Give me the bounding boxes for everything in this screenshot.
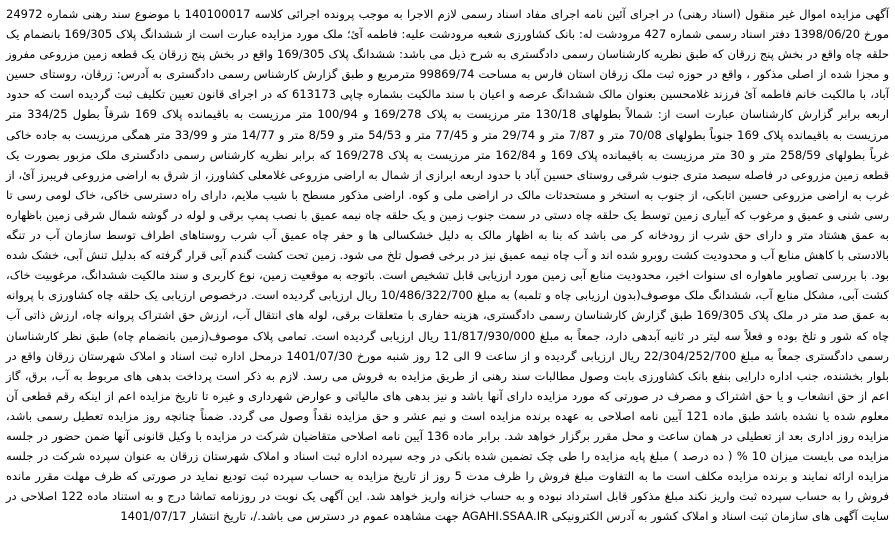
auction-notice-text: آگهی مزایده اموال غیر منقول (اسناد رهنی) در اجرای آئین نامه اجرای مفاد اسناد رسمی لازم الاجرا به موجب پرونده اجرائی کلاسه 140100017 با موضوع سند رهنی شماره 24972 مورخ 1398/06/20 دفتر اسناد رسمی شماره 427 مرودشت له: بانک کشاورزی شعبه مرودشت علیه: فاطمه آئ؛ ملک مورد مزایده عبارت است از ششدانگ پلاک 169/305 بانضمام یک حلقه چاه واقع در بخش پنج زرقان که طبق نظریه کارشناسان رسمی دادگستری به شرح ذیل می باشد: ششدانگ پلاک 169/305 واقع در بخش پنج زرقان یک قطعه زمین مزروعی مفروز و مجزا شده از اصلی مذکور ، واقع در حوزه ثبت ملک زرقان استان فارس به مساحت 99869/74 مترمربع و طبق گزارش کارشناس رسمی دادگستری به آدرس: زرقان، روستای حسین آباد، با مالکیت خانم فاطمه آئ فرزند غلامحسین بعنوان مالک ششدانگ عرصه و اعیان با سند مالکیت بشماره چاپی 613173 که در اجرای قانون تعیین تکلیف ثبت گردیده است که حدود اربعه برابر گزارش کارشناسان عبارت است از: شمالاً بطولهای 130/18 متر مرزیست به پلاک 169/278 و 100/94 متر مرزیست به باقیمانده پلاک 169 شرقاً بطول 334/25 متر مرزیست به باقیمانده پلاک 169 جنوباً بطولهای 70/08 متر و 7/87 متر و 29/74 متر و 77/45 متر و 54/53 متر و 8/59 متر و 14/77 متر و 33/99 متر همگی مرزیست به جاده خاکی غرباً بطولهای 258/59 متر و 30 متر مرزیست به باقیمانده پلاک 169 و 162/84 متر مرزیست به پلاک 169/278 که برابر نظریه کارشناس رسمی دادگستری ملک مزبور بصورت یک قطعه زمین مزروعی در فاصله سیصد متری جنوب شرقی روستای حسین آباد با حدود اربعه ابرازی از شمال به اراضی مزروعی غلامعلی کشاورز، از شرق به اراضی مزروعی فریبرز آئ، از غرب به اراضی مزروعی حسین اتابکی، از جنوب به استخر و مستحدثات مالک در اراضی ملی و کوه. اراضی مذکور مسطح با شیب ملایم، دارای راه دسترسی خاکی، خاک لومی رسی تا رسی شنی و عمیق و مرغوب که آبیاری زمین توسط یک حلقه چاه دستی در سمت جنوب زمین و یک حلقه چاه نیمه عمیق با نصب پمپ برقی و لوله در گوشه شمال شرقی زمین باظهاره به عمق هشتاد متر و دارای حق شرب از رودخانه کر می باشد که بنا به اظهار مالک به دلیل خشکسالی ها و حفر چاه عمیق آب شرب روستاهای اطراف توسط سازمان آب در تنگه بالادستی با کاهش منابع آب و محدودیت کشت روبرو شده اند و آب چاه نیمه عمیق نیز در برخی فصول تلخ می شود. زمین تحت کشت گندم آبی قرار گرفته که بدلیل تنش آبی، خشک شده بود. با بررسی تصاویر ماهواره ای سنوات اخیر، محدودیت منابع آبی زمین مورد ارزیابی قابل تشخیص است. باتوجه به موقعیت زمین، نوع کاربری و سند مالکیت ششدانگ، مرغوبیت خاک، کشت آبی، مشکل منابع آب، ششدانگ ملک موصوف(بدون ارزیابی چاه و تلمبه) به مبلغ 10/486/322/700 ریال ارزیابی گردیده است. درخصوص ارزیابی یک حلقه چاه کشاورزی با پروانه به عمق صد متر در ملک پلاک 169/305 طبق گزارش کارشناسان رسمی دادگستری، هزینه حفاری با متعلقات برقی، لوله های انتقال آب، ارزش حق اشتراک پروانه چاه، ارزش ذاتی آب چاه که شور و تلخ بوده و فعلاً سه لیتر در ثانیه آبدهی دارد، جمعاً به مبلغ 11/817/930/000 ریال ارزیابی گردیده است. تمامی پلاک موصوف(زمین بانضمام چاه) طبق نظر کارشناسان رسمی دادگستری جمعاً به مبلغ 22/304/252/700 ریال ارزیابی گردیده و از ساعت 9 الی 12 روز شنبه مورخ 1401/07/30 درمحل اداره ثبت اسناد و املاک شهرستان زرقان واقع در بلوار بخشنده، جنب اداره دارایی بنفع بانک کشاورزی بابت وصول مطالبات سند رهنی از طریق مزایده به فروش می رسد. لازم به ذکر است پرداخت بدهی های مربوط به آب، برق، گاز اعم از حق انشعاب و یا حق اشتراک و مصرف در صورتی که مورد مزایده دارای آنها باشد و نیز بدهی های مالیاتی و عوارض شهرداری و غیره تا تاریخ مزایده اعم از اینکه رقم قطعی آن معلوم شده یا نشده باشد طبق ماده 121 آیین نامه اصلاحی به عهده برنده مزایده است و نیم عشر و حق مزایده نقداً وصول می گردد. ضمناً چنانچه روز مزایده تعطیل رسمی باشد، مزایده روز اداری بعد از تعطیلی در همان ساعت و محل مقرر برگزار خواهد شد. برابر ماده 136 آیین نامه اصلاحی متقاضیان شرکت در مزایده با وکیل قانونی آنها ضمن حضور در جلسه مزایده می بایست میزان 10 % ( ده درصد ) مبلغ پایه مزایده را طی چک تضمین شده بانکی در وجه سپرده اداره ثبت اسناد و املاک شهرستان زرقان به عنوان سپرده شرکت در جلسه مزایده ارائه نمایند و برنده مزایده مکلف است ما به التفاوت مبلغ فروش را ظرف مدت 5 روز از تاریخ مزایده به حساب سپرده ثبت تودیع نماید در صورتی که ظرف مهلت مقرر مانده فروش را به حساب سپرده ثبت واریز نکند مبلغ مذکور قابل استرداد نبوده و به حساب خزانه واریز خواهد شد. این آگهی یک نوبت در روزنامه تماشا درج و به استناد ماده 122 اصلاحی در سایت آگهی های سازمان ثبت اسناد و املاک کشور به آدرس الکترونیکی AGAHI.SSAA.IR جهت مشاهده عموم در دسترس می باشد./، تاریخ انتشار 1401/07/17 [6, 7, 890, 524]
